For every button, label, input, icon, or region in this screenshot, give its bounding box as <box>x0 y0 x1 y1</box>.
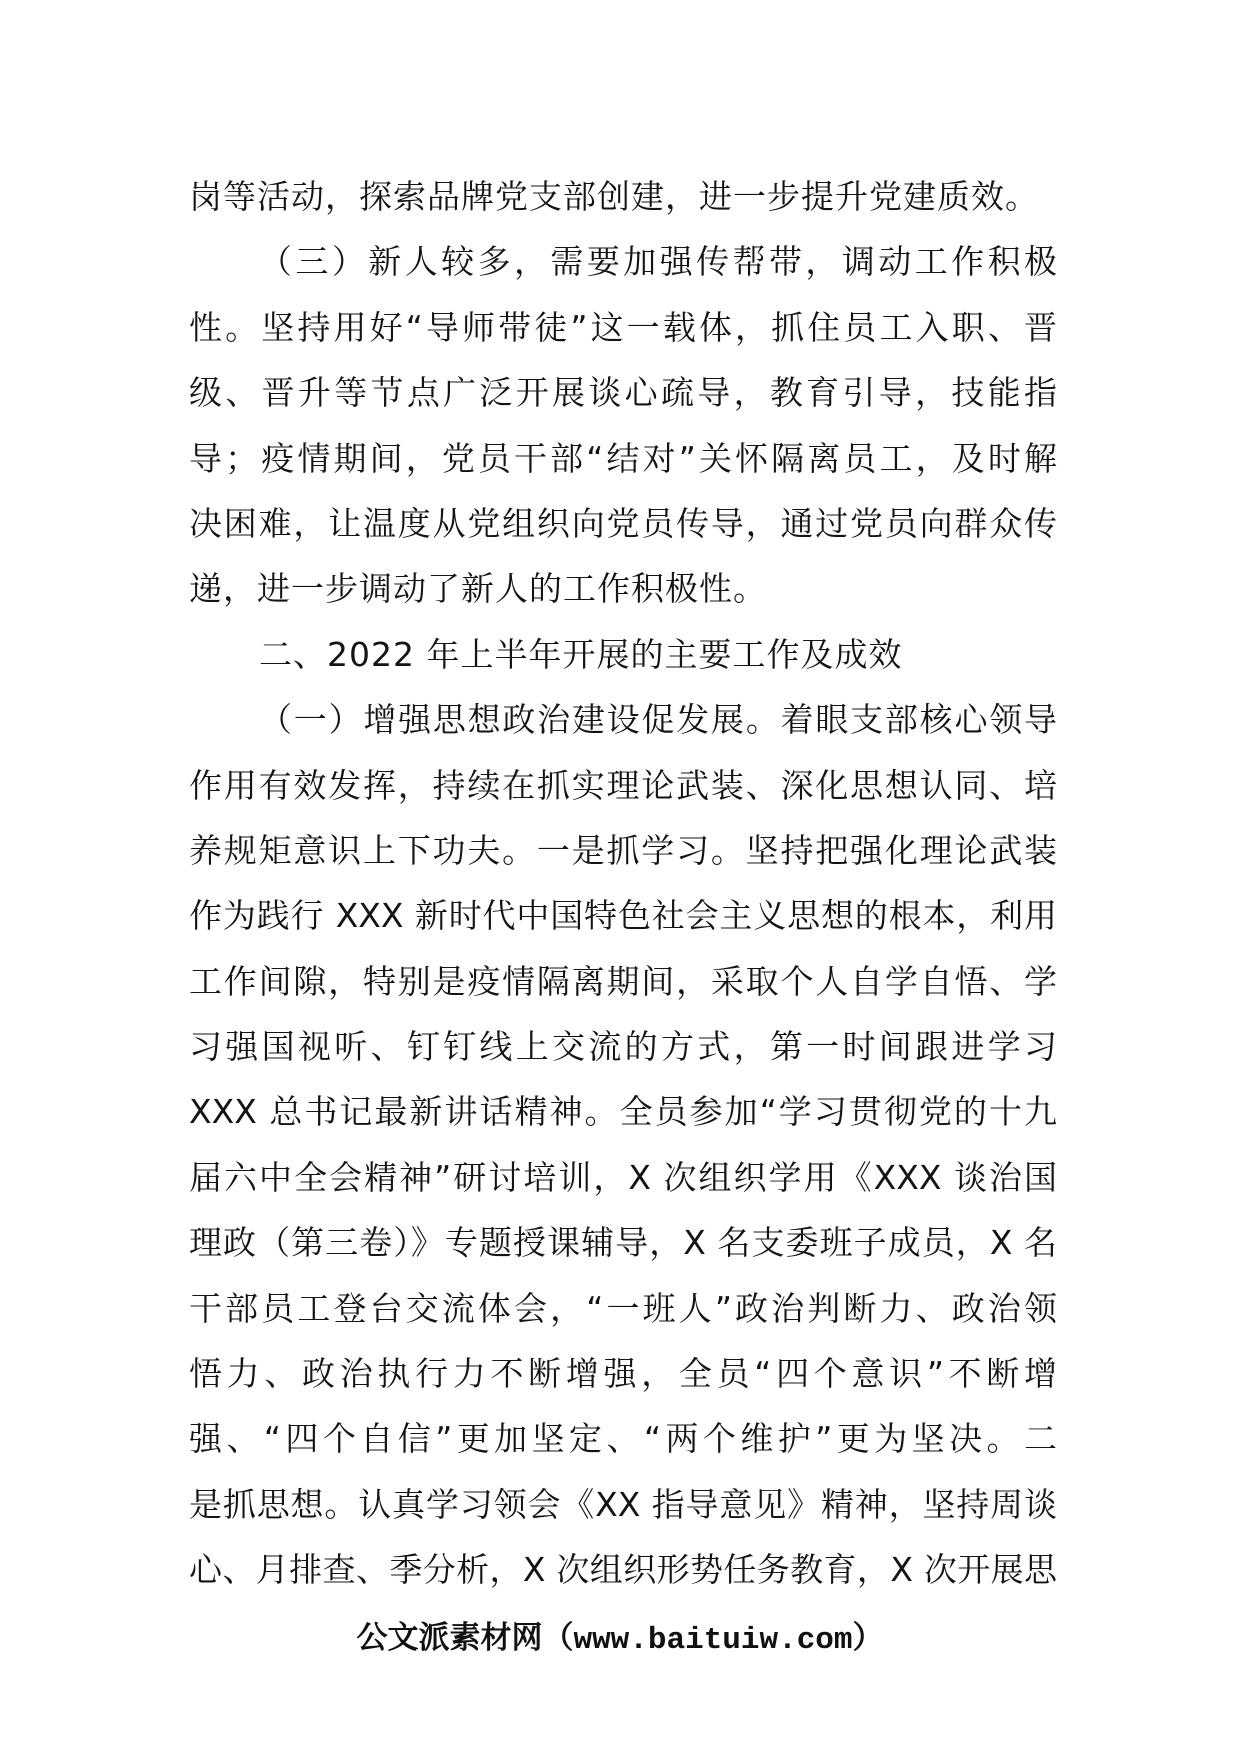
paragraph-item-one <box>189 687 1057 1602</box>
text-line: 作为践行 XXX 新时代中国特色社会主义思想的根本，利用 <box>189 896 1057 936</box>
text-line: 作用有效发挥，持续在抓实理论武装、深化思想认同、培 <box>189 765 1057 805</box>
text-line: 工作间隙，特别是疫情隔离期间，采取个人自学自悟、学 <box>189 961 1057 1001</box>
text-line: 强、“四个自信”更加坚定、“两个维护”更为坚决。二 <box>189 1419 1057 1459</box>
text-line: XXX 总书记最新讲话精神。全员参加“学习贯彻党的十九 <box>189 1092 1057 1132</box>
text-line: 导；疫情期间，党员干部“结对”关怀隔离员工，及时解 <box>189 438 1057 478</box>
text-line: 干部员工登台交流体会，“一班人”政治判断力、政治领 <box>189 1288 1057 1328</box>
text-line: 理政（第三卷）》专题授课辅导，X 名支委班子成员，X 名 <box>189 1223 1057 1263</box>
text-line: 届六中全会精神”研讨培训，X 次组织学用《XXX 谈治国 <box>189 1157 1057 1197</box>
text-line: 悟力、政治执行力不断增强，全员“四个意识”不断增 <box>189 1354 1057 1394</box>
text-line: 习强国视听、钉钉线上交流的方式，第一时间跟进学习 <box>189 1027 1057 1067</box>
paragraph-continuation <box>189 164 1057 229</box>
footer-watermark: 公文派素材网（www.baituiw.com） <box>356 1623 884 1658</box>
text-line: 递，进一步调动了新人的工作积极性。 <box>189 569 767 609</box>
text-line: 性。坚持用好“导师带徒”这一载体，抓住员工入职、晋 <box>189 307 1057 347</box>
text-line: （三）新人较多，需要加强传帮带，调动工作积极 <box>259 242 1057 282</box>
text-line: 岗等活动，探索品牌党支部创建，进一步提升党建质效。 <box>189 177 1039 216</box>
text-line: 级、晋升等节点广泛开展谈心疏导，教育引导，技能指 <box>189 373 1057 413</box>
text-line: 心、月排查、季分析，X 次组织形势任务教育，X 次开展思 <box>189 1550 1057 1590</box>
text-line: （一）增强思想政治建设促发展。着眼支部核心领导 <box>259 700 1057 740</box>
paragraph-item-three <box>189 229 1057 621</box>
text-line: 决困难，让温度从党组织向党员传导，通过党员向群众传 <box>189 503 1057 543</box>
text-line: 养规矩意识上下功夫。一是抓学习。坚持把强化理论武装 <box>189 830 1057 870</box>
section-heading: 二、2022 年上半年开展的主要工作及成效 <box>259 634 903 674</box>
text-line: 是抓思想。认真学习领会《XX 指导意见》精神，坚持周谈 <box>189 1484 1057 1524</box>
document-body <box>189 164 1057 1603</box>
section-heading-block <box>189 622 1057 687</box>
